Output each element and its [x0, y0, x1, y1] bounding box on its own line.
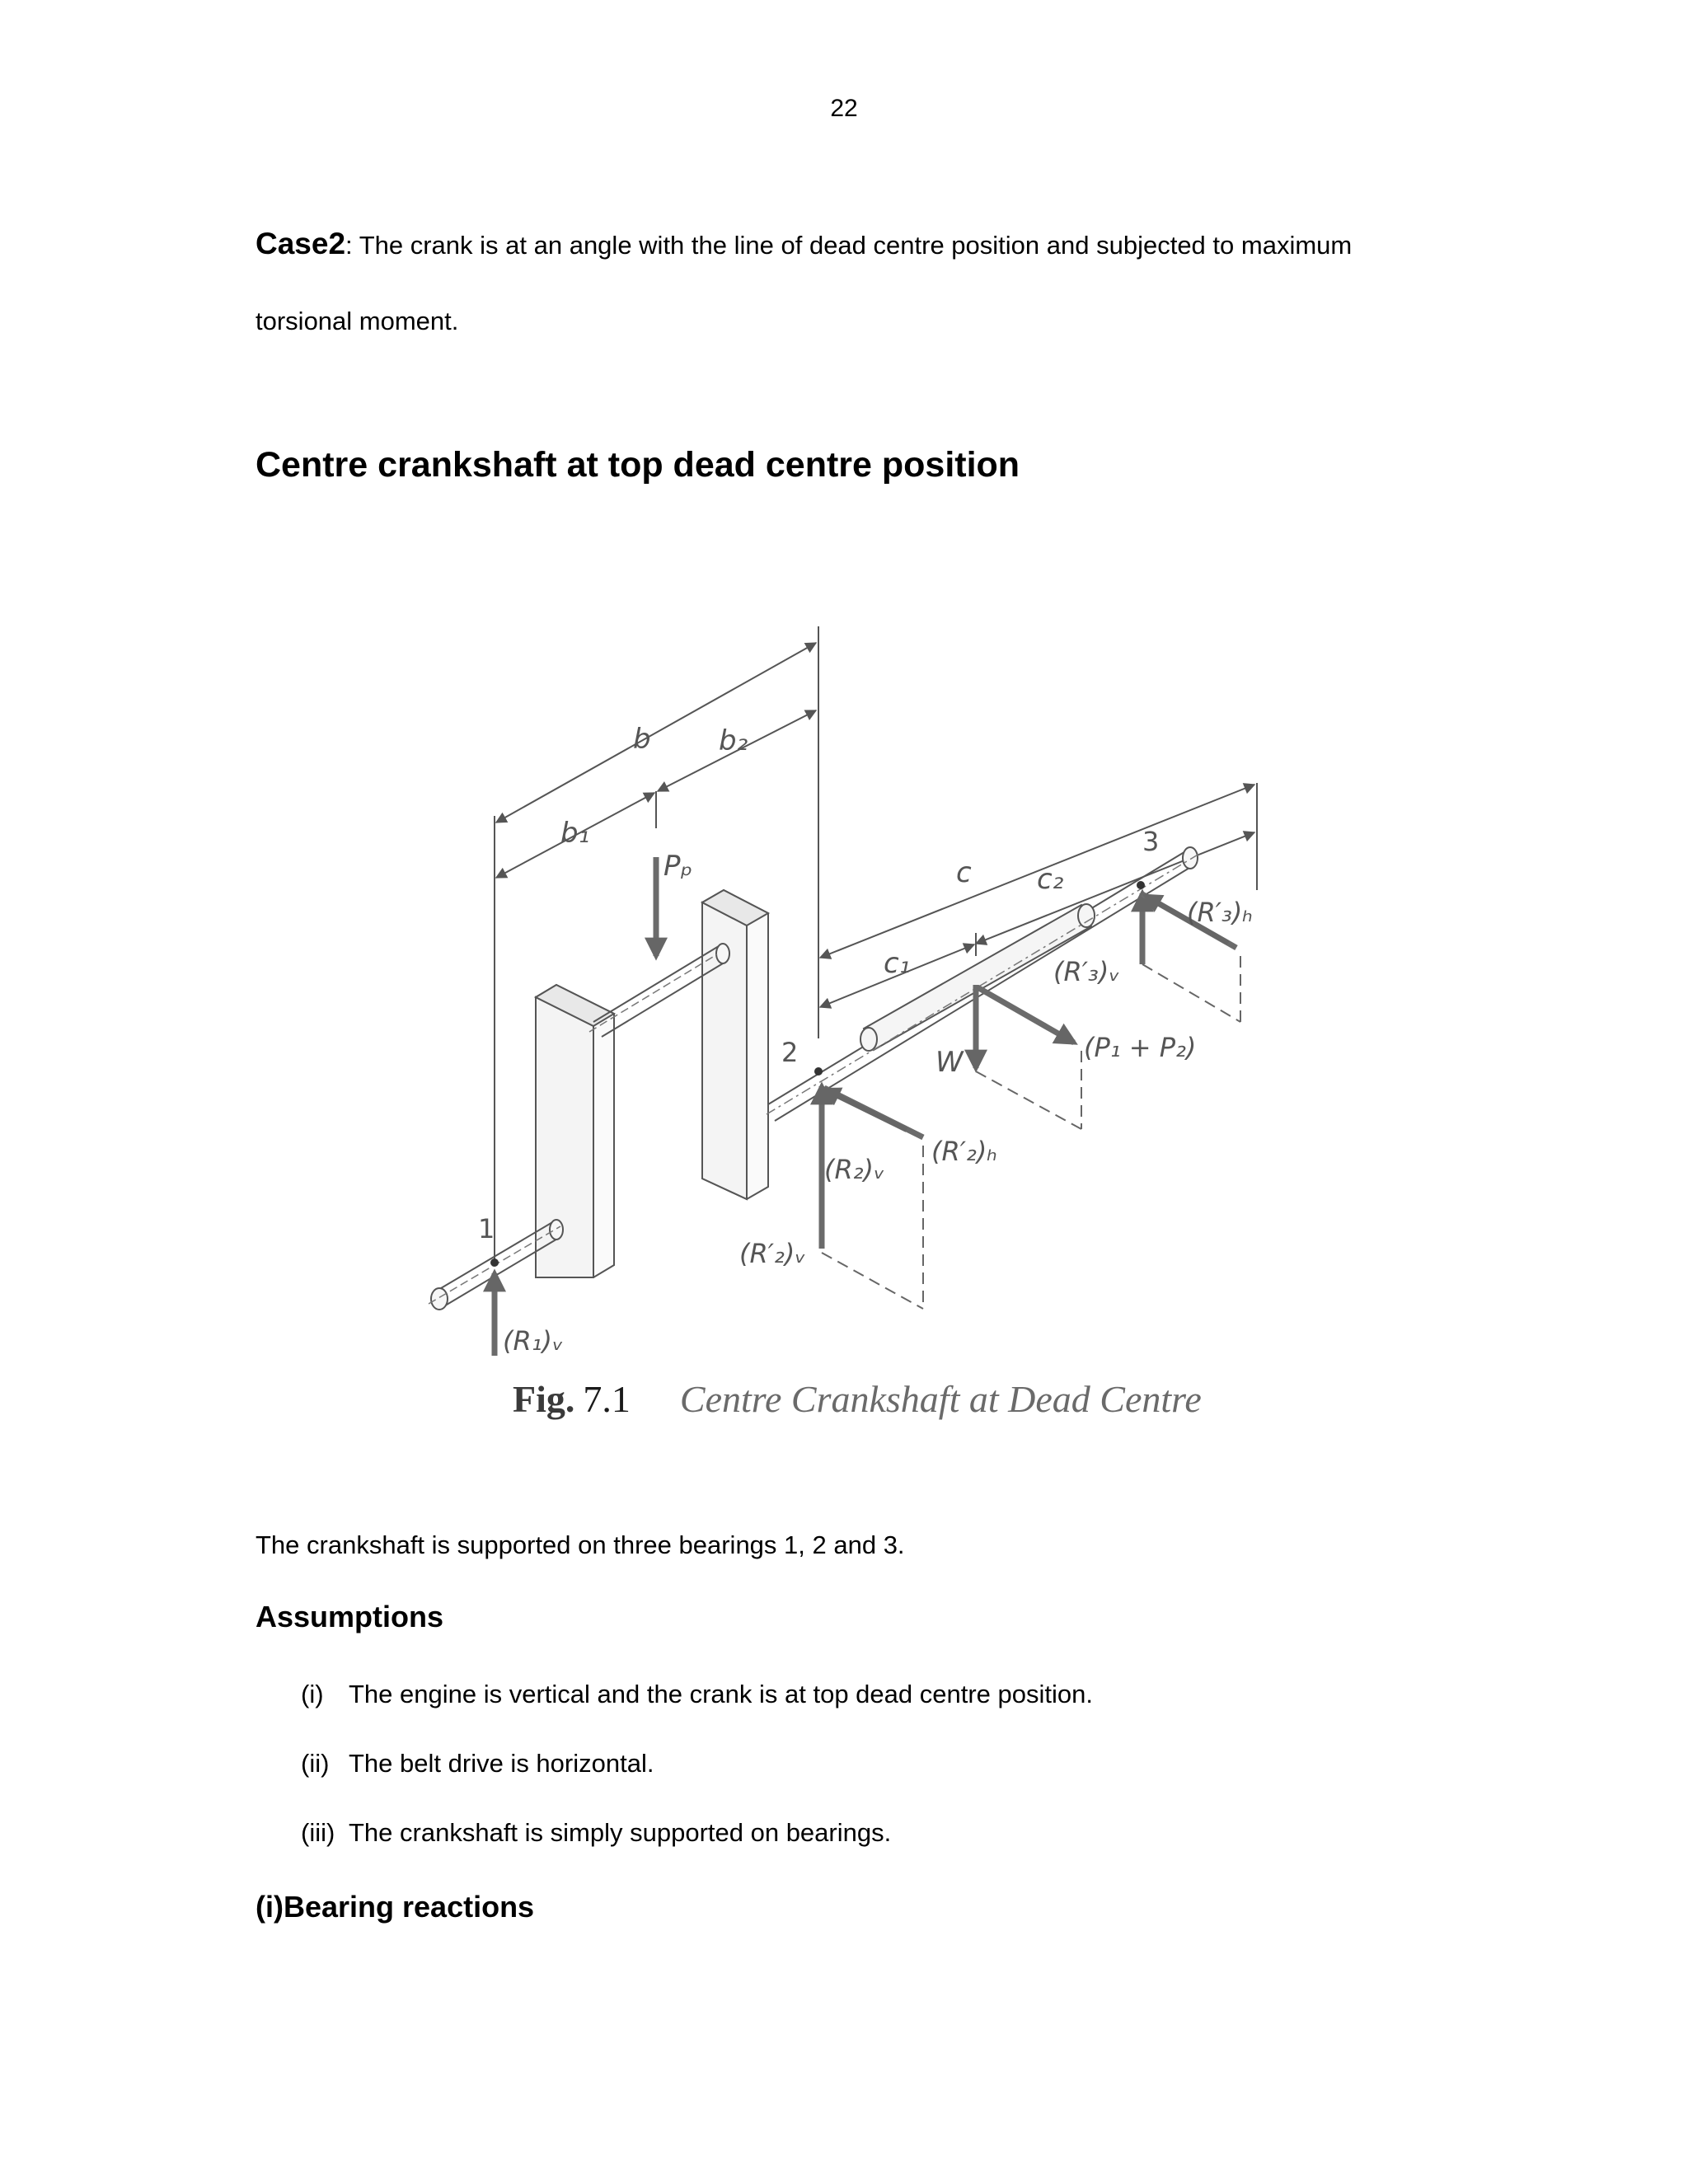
- assumption-item-3: [301, 1816, 891, 1849]
- label-R3v-prime: (R′₃)ᵥ: [1053, 956, 1120, 987]
- label-R3h-prime: (R′₃)ₕ: [1187, 897, 1254, 928]
- assumption-marker-2: (ii): [301, 1749, 330, 1778]
- caption-title: Centre Crankshaft at Dead Centre: [679, 1378, 1202, 1420]
- intro-paragraph: The crankshaft is supported on three bearings 1, 2 and 3.: [256, 1530, 905, 1559]
- crankshaft-diagram: [412, 610, 1319, 1442]
- label-c1: c₁: [884, 947, 911, 980]
- assumption-item-1: [301, 1678, 1093, 1711]
- label-R1v: (R₁)ᵥ: [503, 1325, 564, 1357]
- case-text-1: : The crank is at an angle with the line of dead centre position and subjected to maximum: [345, 231, 1353, 260]
- label-c: c: [956, 856, 972, 889]
- assumption-item-2: [301, 1747, 654, 1780]
- label-W: W: [935, 1046, 964, 1079]
- label-Pp: Pₚ: [663, 850, 693, 883]
- label-b2: b₂: [719, 724, 748, 757]
- label-R2v-prime: (R′₂)ᵥ: [739, 1238, 806, 1269]
- crankshaft-figure: [412, 610, 1319, 1442]
- label-b1: b₁: [560, 817, 590, 850]
- assumption-text-3: The crankshaft is simply supported on bearings.: [349, 1818, 892, 1847]
- label-P1P2: (P₁ + P₂): [1084, 1032, 1197, 1063]
- label-bearing-1: 1: [478, 1213, 495, 1244]
- right-crank-web: [702, 890, 768, 1199]
- assumption-text-2: The belt drive is horizontal.: [349, 1749, 654, 1778]
- caption-fig: Fig.: [513, 1378, 575, 1420]
- case-paragraph-line-2: torsional moment.: [256, 307, 459, 335]
- assumption-marker-1: (i): [301, 1680, 324, 1708]
- label-R2v: (R₂)ᵥ: [824, 1154, 885, 1185]
- arrow-R2h-tip: [824, 1090, 907, 1130]
- arrow-P1P2: [978, 987, 1074, 1043]
- caption-number: 7.1: [583, 1378, 631, 1420]
- label-b: b: [633, 723, 651, 756]
- assumption-marker-3: (iii): [301, 1818, 335, 1847]
- force-parallelograms: [822, 956, 1240, 1309]
- page-number: 22: [830, 95, 858, 122]
- assumptions-heading: Assumptions: [256, 1600, 444, 1633]
- figure-caption: [513, 1376, 1202, 1422]
- assumption-text-1: The engine is vertical and the crank is at top dead centre position.: [349, 1680, 1093, 1708]
- label-R2h-prime: (R′₂)ₕ: [931, 1136, 998, 1167]
- label-c2: c₂: [1037, 863, 1064, 896]
- label-bearing-2: 2: [781, 1037, 799, 1068]
- bearing-reactions-heading: (i)Bearing reactions: [256, 1890, 535, 1924]
- case-label: Case2: [256, 227, 346, 260]
- case-paragraph-line-1: [256, 227, 1352, 262]
- label-bearing-3: 3: [1142, 826, 1160, 857]
- section-title: Centre crankshaft at top dead centre position: [256, 445, 1020, 485]
